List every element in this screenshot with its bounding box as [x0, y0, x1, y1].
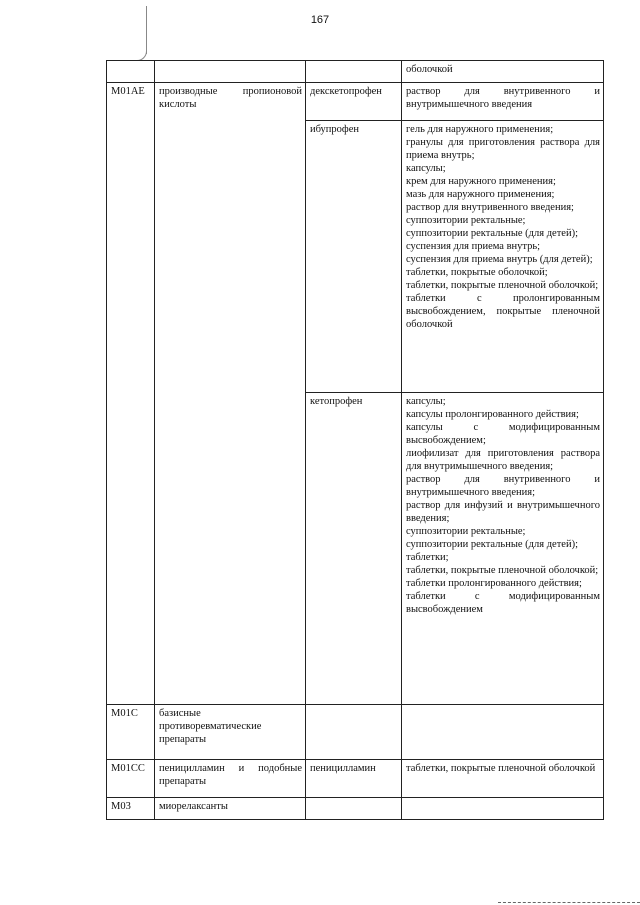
dosage-forms-list: [406, 762, 600, 775]
table-row: [107, 83, 604, 121]
drug-name-cell: ибупрофен: [306, 121, 402, 393]
dosage-forms-cell: [402, 798, 604, 820]
dosage-form: раствор для внутривенного и внутримышечного введения;: [406, 474, 600, 498]
dosage-form: суппозитории ректальные (для детей);: [406, 539, 578, 550]
dosage-forms-list: [406, 85, 600, 111]
dosage-forms-list: [406, 63, 600, 76]
table-row: [107, 61, 604, 83]
dosage-forms-cell: [402, 760, 604, 798]
group-cell: производные пропионовой кислоты: [155, 83, 306, 705]
group-cell: миорелаксанты: [155, 798, 306, 820]
dosage-form: лиофилизат для приготовления раствора для внутримышечного введения;: [406, 448, 600, 472]
dosage-form: таблетки пролонгированного действия;: [406, 578, 582, 589]
dosage-form: раствор для внутривенного введения;: [406, 202, 574, 213]
dosage-forms-cell: [402, 393, 604, 705]
dosage-form: гранулы для приготовления раствора для приема внутрь;: [406, 137, 600, 161]
table-row: [107, 760, 604, 798]
drug-name-cell: [306, 61, 402, 83]
drug-name-cell: кетопрофен: [306, 393, 402, 705]
dosage-form: таблетки, покрытые оболочкой;: [406, 267, 548, 278]
table-row: [107, 798, 604, 820]
drug-name-cell: декскетопрофен: [306, 83, 402, 121]
dosage-form: раствор для внутривенного и внутримышечного введения: [406, 86, 600, 110]
dosage-forms-cell: [402, 705, 604, 760]
drug-classification-table: [106, 60, 604, 820]
atc-code-cell: M01C: [107, 705, 155, 760]
dosage-form: таблетки с пролонгированным высвобождением, покрытые пленочной оболочкой: [406, 293, 600, 330]
table-row: [107, 705, 604, 760]
dosage-form: суппозитории ректальные;: [406, 526, 526, 537]
dosage-form: таблетки с модифицированным высвобождением: [406, 591, 600, 615]
dosage-form: гель для наружного применения;: [406, 124, 554, 135]
dosage-form: таблетки, покрытые пленочной оболочкой: [406, 763, 596, 774]
group-cell: пеницилламин и подобные препараты: [155, 760, 306, 798]
dosage-form: таблетки, покрытые пленочной оболочкой;: [406, 280, 599, 291]
dosage-form: суспензия для приема внутрь;: [406, 241, 541, 252]
dosage-forms-list: [406, 123, 600, 331]
drug-name-cell: пеницилламин: [306, 760, 402, 798]
dosage-forms-cell: [402, 121, 604, 393]
page-number: 167: [310, 14, 330, 26]
dosage-form: оболочкой: [406, 64, 453, 75]
atc-code-cell: M01CC: [107, 760, 155, 798]
dosage-forms-cell: [402, 83, 604, 121]
dosage-form: суппозитории ректальные (для детей);: [406, 228, 578, 239]
dosage-forms-list: [406, 395, 600, 616]
dosage-form: капсулы;: [406, 396, 446, 407]
bottom-edge-rule: [498, 902, 640, 903]
atc-code-cell: [107, 61, 155, 83]
dosage-form: таблетки, покрытые пленочной оболочкой;: [406, 565, 599, 576]
group-cell: [155, 61, 306, 83]
dosage-form: раствор для инфузий и внутримышечного введения;: [406, 500, 600, 524]
atc-code-cell: M01AE: [107, 83, 155, 705]
atc-code-cell: M03: [107, 798, 155, 820]
drug-name-cell: [306, 705, 402, 760]
dosage-form: капсулы с модифицированным высвобождением;: [406, 422, 600, 446]
group-cell: базисные противоревматические препараты: [155, 705, 306, 760]
dosage-form: суспензия для приема внутрь (для детей);: [406, 254, 593, 265]
dosage-form: крем для наружного применения;: [406, 176, 556, 187]
drug-name-cell: [306, 798, 402, 820]
dosage-form: мазь для наружного применения;: [406, 189, 555, 200]
dosage-form: капсулы;: [406, 163, 446, 174]
dosage-form: суппозитории ректальные;: [406, 215, 526, 226]
dosage-forms-cell: [402, 61, 604, 83]
dosage-form: таблетки;: [406, 552, 449, 563]
dosage-form: капсулы пролонгированного действия;: [406, 409, 579, 420]
